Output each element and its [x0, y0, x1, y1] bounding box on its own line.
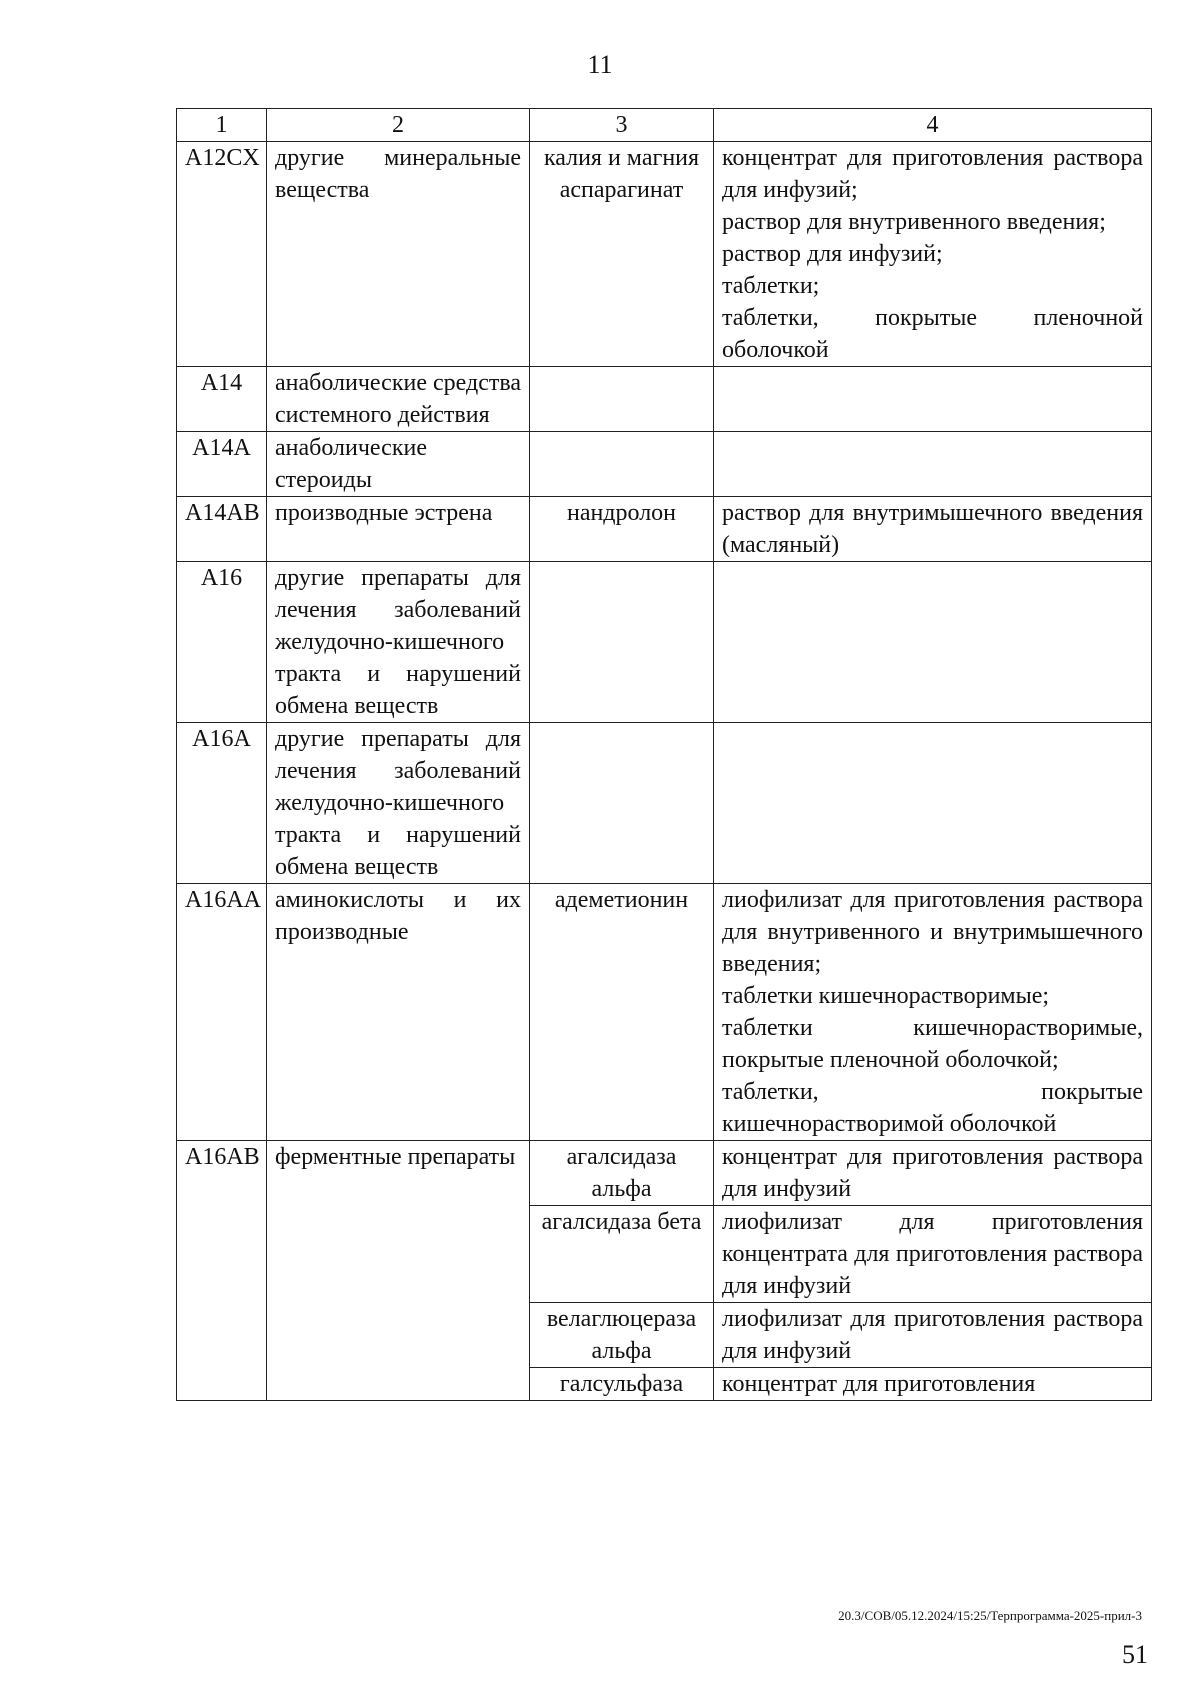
table-body — [177, 142, 1152, 1401]
dosage-form-line: концентрат для приготовления — [722, 1371, 1036, 1397]
dosage-forms — [714, 497, 1152, 562]
dosage-form-line: лиофилизат для приготовления раствора для инфузий — [722, 1306, 1143, 1364]
column-header: 1 — [177, 109, 267, 142]
dosage-form-line: таблетки, покрытые кишечнорастворимой оболочкой — [722, 1079, 1143, 1137]
table-row — [177, 562, 1152, 723]
atc-code: A14A — [177, 432, 267, 497]
table-row — [177, 497, 1152, 562]
dosage-form-line: лиофилизат для приготовления концентрата для приготовления раствора для инфузий — [722, 1209, 1143, 1299]
document-reference: 20.3/СОВ/05.12.2024/15:25/Терпрограмма-2025-прил-3 — [838, 1608, 1142, 1623]
atc-group-name: другие препараты для лечения заболеваний желудочно-кишечного тракта и нарушений обмена веществ — [267, 562, 530, 723]
dosage-form-line: концентрат для приготовления раствора для инфузий; — [722, 145, 1143, 203]
dosage-form-line: лиофилизат для приготовления раствора для внутривенного и внутримышечного введения; — [722, 887, 1143, 977]
drug-name: нандролон — [530, 497, 714, 562]
atc-group-name: анаболические средства системного действия — [267, 367, 530, 432]
drug-name: галсульфаза — [530, 1368, 714, 1401]
dosage-forms — [714, 1206, 1152, 1303]
drug-table — [176, 108, 1152, 1401]
column-header: 3 — [530, 109, 714, 142]
column-header: 4 — [714, 109, 1152, 142]
drug-name: велаглюцераза альфа — [530, 1303, 714, 1368]
dosage-forms — [714, 884, 1152, 1141]
dosage-form-line: таблетки, покрытые пленочной оболочкой — [722, 305, 1143, 363]
atc-code: A16AB — [177, 1141, 267, 1401]
atc-code: A16AA — [177, 884, 267, 1141]
atc-code: A16A — [177, 723, 267, 884]
drug-name: калия и магния аспарагинат — [530, 142, 714, 367]
table-row — [177, 367, 1152, 432]
atc-code: A16 — [177, 562, 267, 723]
atc-group-name: анаболические стероиды — [267, 432, 530, 497]
drug-name: адеметионин — [530, 884, 714, 1141]
drug-name — [530, 562, 714, 723]
atc-group-name: аминокислоты и их производные — [267, 884, 530, 1141]
dosage-forms — [714, 1303, 1152, 1368]
atc-code: A14AB — [177, 497, 267, 562]
dosage-form-line: таблетки; — [722, 273, 820, 299]
atc-code: A14 — [177, 367, 267, 432]
dosage-forms — [714, 723, 1152, 884]
dosage-forms — [714, 1141, 1152, 1206]
dosage-forms — [714, 432, 1152, 497]
atc-group-name: другие препараты для лечения заболеваний желудочно-кишечного тракта и нарушений обмена веществ — [267, 723, 530, 884]
dosage-forms — [714, 1368, 1152, 1401]
atc-group-name: ферментные препараты — [267, 1141, 530, 1401]
table-row — [177, 1141, 1152, 1206]
drug-name — [530, 367, 714, 432]
drug-name: агалсидаза бета — [530, 1206, 714, 1303]
drug-name — [530, 432, 714, 497]
sheet-number: 51 — [1122, 1640, 1148, 1669]
atc-group-name: другие минеральные вещества — [267, 142, 530, 367]
dosage-form-line: таблетки кишечнорастворимые; — [722, 983, 1050, 1009]
table-row — [177, 884, 1152, 1141]
dosage-form-line: раствор для инфузий; — [722, 241, 943, 267]
table-header-row — [177, 109, 1152, 142]
dosage-form-line: раствор для внутривенного введения; — [722, 209, 1106, 235]
table-row — [177, 432, 1152, 497]
column-header: 2 — [267, 109, 530, 142]
dosage-form-line: таблетки кишечнорастворимые, покрытые пленочной оболочкой; — [722, 1015, 1143, 1073]
atc-group-name: производные эстрена — [267, 497, 530, 562]
dosage-forms — [714, 142, 1152, 367]
table-row — [177, 142, 1152, 367]
dosage-forms — [714, 367, 1152, 432]
atc-code: A12CX — [177, 142, 267, 367]
dosage-form-line: раствор для внутримышечного введения (масляный) — [722, 500, 1143, 558]
drug-name — [530, 723, 714, 884]
drug-name: агалсидаза альфа — [530, 1141, 714, 1206]
table-row — [177, 723, 1152, 884]
dosage-forms — [714, 562, 1152, 723]
page-number: 11 — [587, 50, 613, 79]
dosage-form-line: концентрат для приготовления раствора для инфузий — [722, 1144, 1143, 1202]
